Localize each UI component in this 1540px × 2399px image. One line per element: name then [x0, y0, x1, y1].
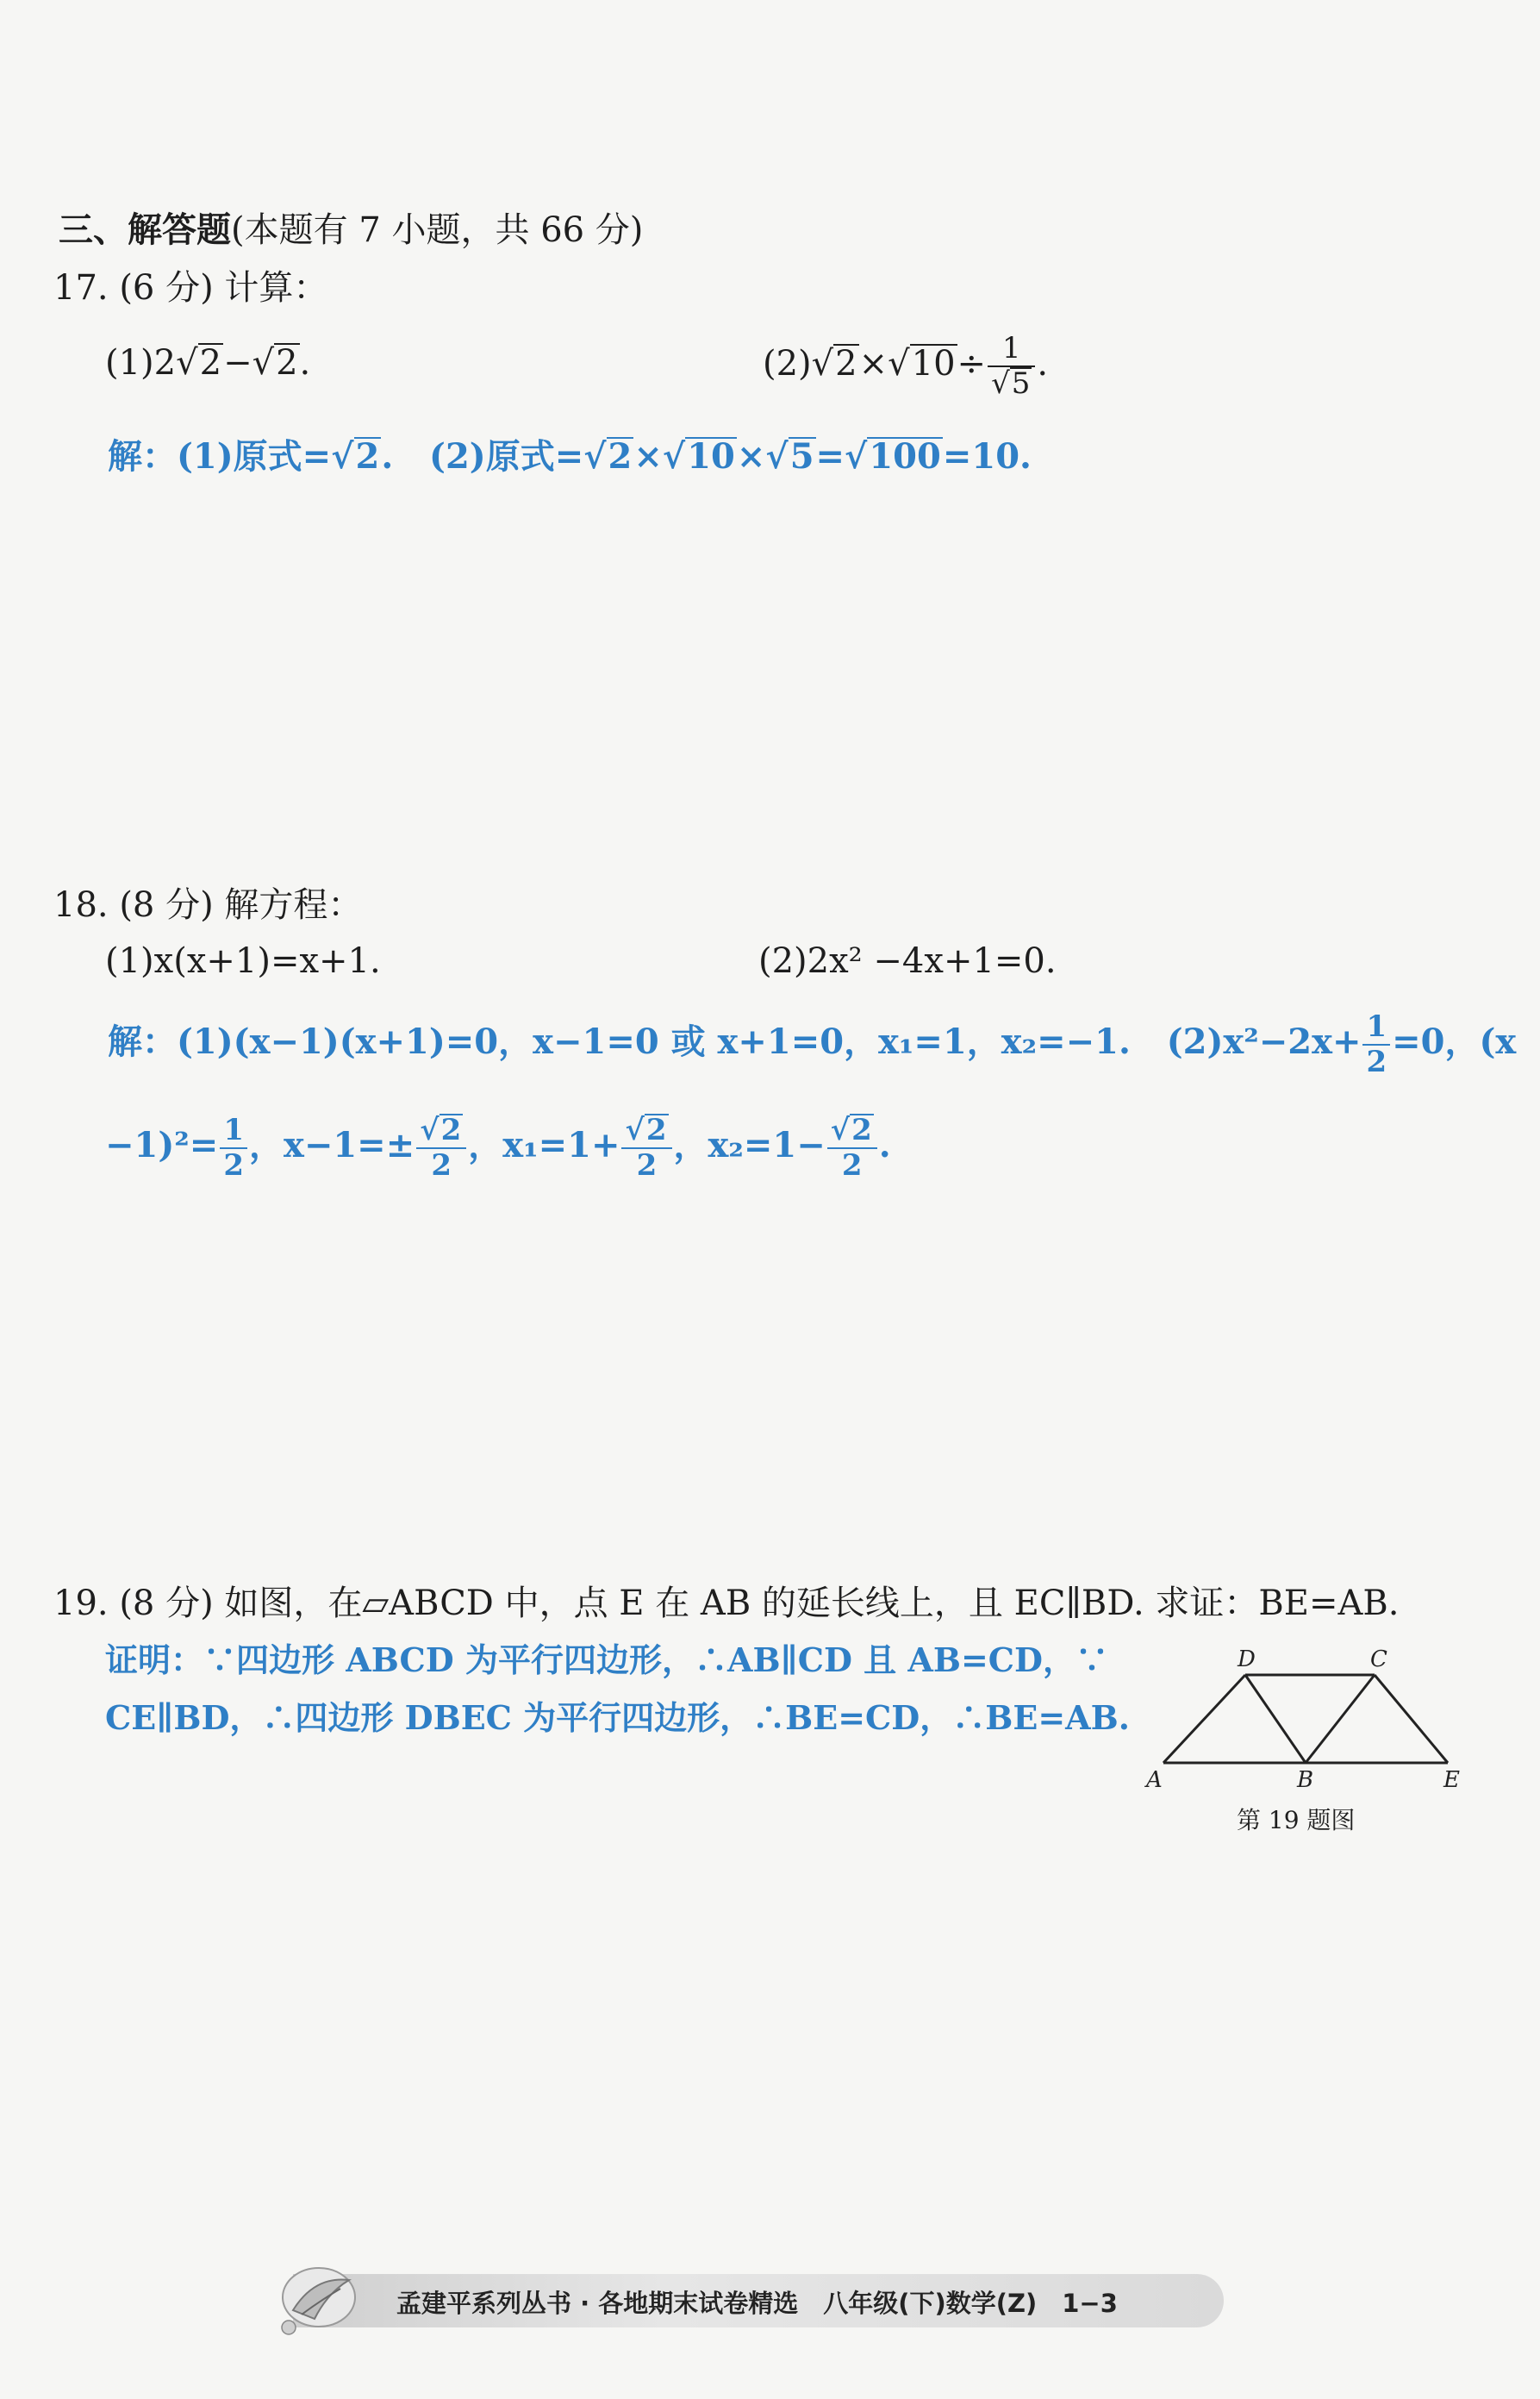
- q18-part1: (1)x(x+1)=x+1.: [105, 941, 381, 981]
- section-title: 三、解答题: [59, 210, 231, 250]
- q18-answer-line2-c: ，x₁=1+: [468, 1125, 620, 1166]
- q19-proof-line1: [105, 1642, 1108, 1679]
- q19-heading: 19. (8 分) 如图，在▱ABCD 中，点 E 在 AB 的延长线上，且 EC∥BD. 求证：BE=AB.: [53, 1584, 1400, 1623]
- q18-answer-label: 解：: [108, 1022, 177, 1063]
- q18-heading: 18. (8 分) 解方程：: [53, 885, 363, 925]
- q19-proof-part1: ∵四边形 ABCD 为平行四边形，∴AB∥CD 且 AB=CD，∵: [203, 1640, 1108, 1679]
- label-b: B: [1297, 1767, 1314, 1793]
- frac-den: 2: [1366, 1045, 1387, 1080]
- q17-part1: (1)2√2−√2.: [105, 343, 311, 383]
- section-heading: [59, 211, 643, 249]
- label-c: C: [1370, 1646, 1387, 1672]
- q18-part2: (2)2x² −4x+1=0.: [758, 941, 1057, 981]
- label-d: D: [1238, 1646, 1256, 1672]
- segment-cb: [1306, 1675, 1375, 1763]
- q17-heading: 17. (6 分) 计算：: [53, 268, 328, 308]
- footer-text: 孟建平系列丛书 · 各地期末试卷精选 八年级(下)数学(Z) 1−3: [396, 2289, 1118, 2318]
- q18-answer-part1: (1)(x−1)(x+1)=0，x−1=0 或 x+1=0，x₁=1，x₂=−1.: [177, 1021, 1131, 1063]
- q17-part2: (2)√2×√10÷ $\frac{1}{√5}$ .: [763, 331, 1049, 402]
- q18-answer-line2-d: ，x₂=1−: [673, 1125, 826, 1166]
- segment-ad: [1163, 1675, 1245, 1763]
- q17-answer-part1: (1)原式=: [177, 436, 332, 477]
- q17-answer-part2: (2)原式=: [429, 436, 584, 477]
- section-note: (本题有 7 小题，共 66 分): [231, 210, 644, 250]
- q17-answer-end: =10.: [942, 436, 1032, 477]
- q19-proof-label: 证明：: [105, 1641, 204, 1679]
- q18-answer-line1: [108, 1010, 1516, 1079]
- figure-caption: 第 19 题图: [1237, 1806, 1356, 1834]
- q17-answer-label: 解：: [108, 437, 177, 477]
- q17-part1-label: (1): [105, 343, 154, 383]
- q18-answer-line2-a: −1)²=: [105, 1125, 219, 1166]
- frac-num: 1: [1362, 1010, 1390, 1046]
- q17-part2-label: (2): [763, 344, 812, 384]
- leaf-logo-icon: [267, 2250, 371, 2345]
- q17-answer: 解：(1)原式=√2. (2)原式=√2×√10×√5=√100=10.: [108, 436, 1032, 477]
- q19-proof-line2: CE∥BD，∴四边形 DBEC 为平行四边形，∴BE=CD，∴BE=AB.: [105, 1698, 1131, 1737]
- segment-ce: [1375, 1675, 1448, 1763]
- q18-answer-part2: (2)x²−2x+: [1166, 1021, 1362, 1063]
- label-a: A: [1146, 1767, 1163, 1793]
- segment-db: [1245, 1675, 1306, 1763]
- q18-answer-part3: =0，(x: [1392, 1021, 1517, 1063]
- label-e: E: [1443, 1767, 1460, 1793]
- q18-answer-line2-b: ，x−1=±: [248, 1125, 415, 1166]
- q18-answer-line2: −1)²= $\frac{1}{2}$ ，x−1=± $\frac{√2}{2}$ ，x₁=1+ $\frac{√2}{2}$ ，x₂=1− $\frac{√2}{2}$ .: [105, 1113, 891, 1184]
